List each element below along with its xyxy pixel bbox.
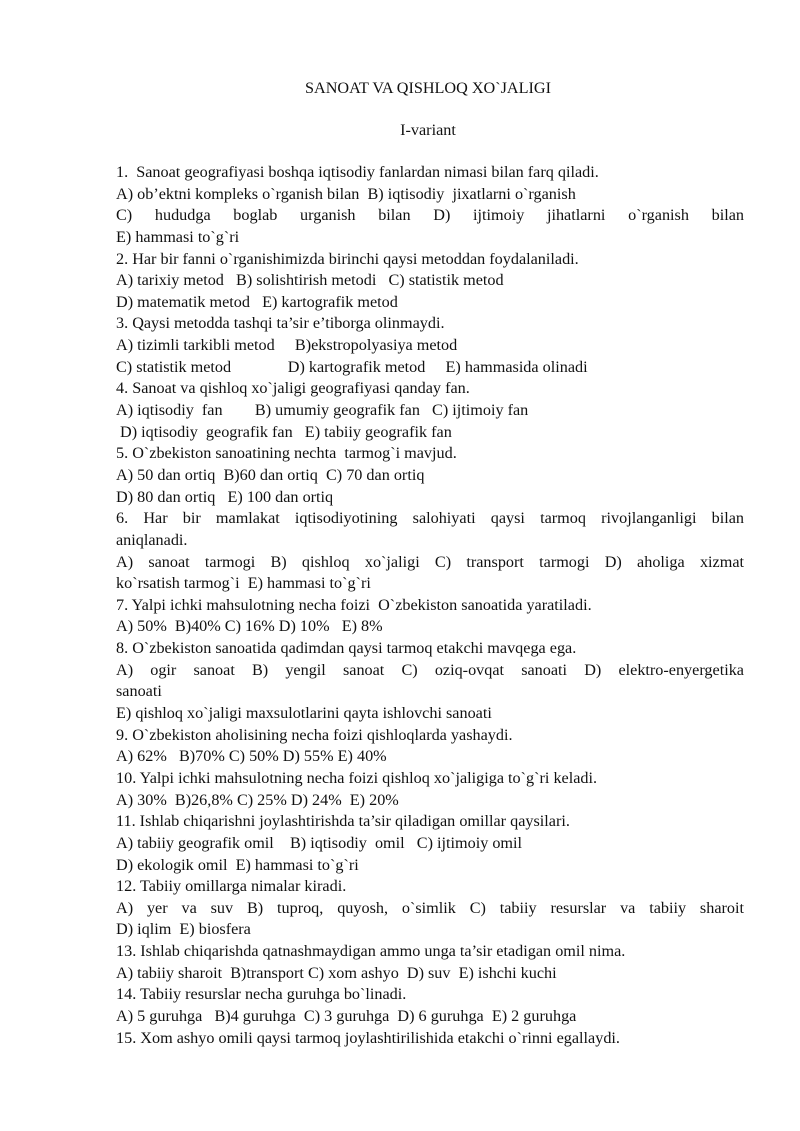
text-line: A) sanoat tarmogi B) qishloq xo`jaligi C) transport tarmogi D) aholiga xizmat xyxy=(116,552,744,571)
text-line: A) 62% B)70% C) 50% D) 55% E) 40% xyxy=(116,747,387,766)
text-line: A) tabiiy geografik omil B) iqtisodiy omil C) ijtimoiy omil xyxy=(116,833,523,852)
text-line: A) iqtisodiy fan B) umumiy geografik fan C) ijtimoiy fan xyxy=(116,401,529,420)
variant-label: I-variant xyxy=(400,121,456,139)
text-line: D) matematik metod E) kartografik metod xyxy=(116,292,398,311)
text-line: 14. Tabiiy resurslar necha guruhga bo`linadi. xyxy=(116,985,407,1004)
text-line: sanoati xyxy=(116,682,162,701)
text-line: 9. O`zbekiston aholisining necha foizi qishloqlarda yashaydi. xyxy=(116,725,513,744)
text-line: 11. Ishlab chiqarishni joylashtirishda ta’sir qiladigan omillar qaysilari. xyxy=(116,812,570,831)
text-line: A) 50% B)40% C) 16% D) 10% E) 8% xyxy=(116,617,383,636)
text-line: 13. Ishlab chiqarishda qatnashmaydigan ammo unga ta’sir etadigan omil nima. xyxy=(116,942,626,961)
text-line: 2. Har bir fanni o`rganishimizda birinchi qaysi metoddan foydalaniladi. xyxy=(116,249,579,268)
text-line: A) 30% B)26,8% C) 25% D) 24% E) 20% xyxy=(116,790,399,809)
text-line: aniqlanadi. xyxy=(116,530,188,549)
text-line: A) ogir sanoat B) yengil sanoat C) oziq-ovqat sanoati D) elektro-enyergetika xyxy=(116,660,744,679)
text-line: A) yer va suv B) tuproq, quyosh, o`simlik C) tabiiy resurslar va tabiiy sharoit xyxy=(116,898,744,917)
text-line: 8. O`zbekiston sanoatida qadimdan qaysi tarmoq etakchi mavqega ega. xyxy=(116,639,577,658)
document-title: SANOAT VA QISHLOQ XO`JALIGI xyxy=(305,79,551,97)
text-line: D) iqtisodiy geografik fan E) tabiiy geografik fan xyxy=(116,422,452,441)
text-line: A) tarixiy metod B) solishtirish metodi C) statistik metod xyxy=(116,271,504,290)
text-line: 3. Qaysi metodda tashqi ta’sir e’tiborga olinmaydi. xyxy=(116,314,445,333)
text-line: 5. O`zbekiston sanoatining nechta tarmog`i mavjud. xyxy=(116,444,457,463)
text-line: D) ekologik omil E) hammasi to`g`ri xyxy=(116,855,359,874)
text-line: 7. Yalpi ichki mahsulotning necha foizi O`zbekiston sanoatida yaratiladi. xyxy=(116,595,592,614)
text-line: A) tizimli tarkibli metod B)ekstropolyasiya metod xyxy=(116,336,458,355)
text-line: 1. Sanoat geografiyasi boshqa iqtisodiy fanlardan nimasi bilan farq qiladi. xyxy=(116,163,599,181)
text-line: 6. Har bir mamlakat iqtisodiyotining salohiyati qaysi tarmoq rivojlanganligi bilan xyxy=(116,509,744,528)
text-line: A) 5 guruhga B)4 guruhga C) 3 guruhga D) 6 guruhga E) 2 guruhga xyxy=(116,1006,577,1025)
text-line: 15. Xom ashyo omili qaysi tarmoq joylashtirilishida etakchi o`rinni egallaydi. xyxy=(116,1028,620,1047)
text-line: A) 50 dan ortiq B)60 dan ortiq C) 70 dan ortiq xyxy=(116,465,425,484)
question-list xyxy=(116,162,744,1049)
text-line: 4. Sanoat va qishloq xo`jaligi geografiyasi qanday fan. xyxy=(116,379,470,398)
text-line: 12. Tabiiy omillarga nimalar kiradi. xyxy=(116,877,347,896)
text-line: E) hammasi to`g`ri xyxy=(116,227,240,246)
text-line: ko`rsatish tarmog`i E) hammasi to`g`ri xyxy=(116,574,371,593)
text-line: D) 80 dan ortiq E) 100 dan ortiq xyxy=(116,487,334,506)
text-line: A) tabiiy sharoit B)transport C) xom ashyo D) suv E) ishchi kuchi xyxy=(116,963,557,982)
text-line: D) iqlim E) biosfera xyxy=(116,920,251,939)
text-line: E) qishloq xo`jaligi maxsulotlarini qayta ishlovchi sanoati xyxy=(116,704,492,723)
text-line: C) hududga boglab urganish bilan D) ijtimoiy jihatlarni o`rganish bilan xyxy=(116,206,744,225)
text-line: 10. Yalpi ichki mahsulotning necha foizi qishloq xo`jaligiga to`g`ri keladi. xyxy=(116,768,598,787)
text-line: A) ob’ektni kompleks o`rganish bilan B) iqtisodiy jixatlarni o`rganish xyxy=(116,184,576,203)
text-line: C) statistik metod D) kartografik metod E) hammasida olinadi xyxy=(116,357,588,376)
